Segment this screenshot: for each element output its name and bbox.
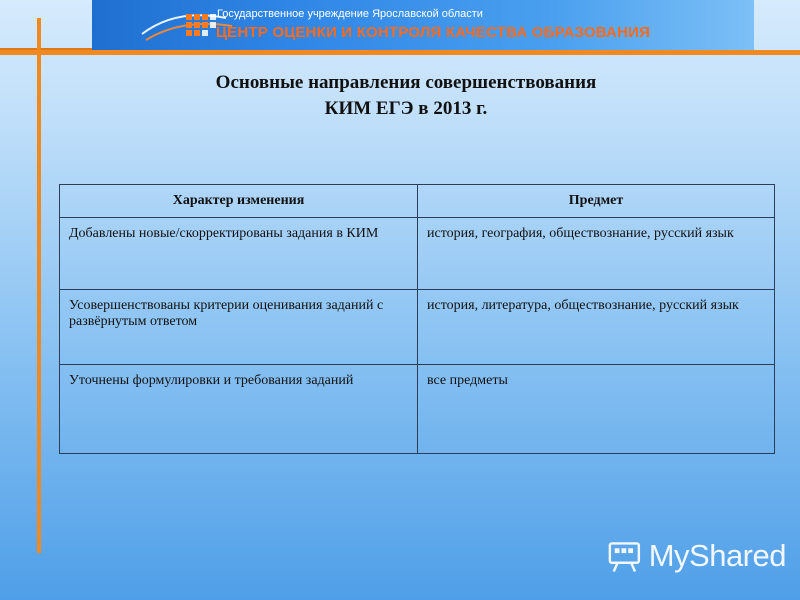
table-row (60, 365, 775, 454)
column-header: Характер изменения (60, 185, 418, 218)
slide-title-line2: КИМ ЕГЭ в 2013 г. (324, 98, 488, 119)
slide-title-line1: Основные направления совершенствования (215, 72, 597, 93)
table-cell: история, география, обществознание, русский язык (418, 217, 775, 290)
table-cell: все предметы (418, 365, 775, 454)
table-header-row (60, 185, 775, 218)
table-cell: Добавлены новые/скорректированы задания в КИМ (60, 217, 418, 290)
watermark-text: MyShared (648, 537, 786, 573)
changes-table (59, 184, 775, 454)
organization-line: Государственное учреждение Ярославской области (217, 8, 483, 20)
center-name: ЦЕНТР ОЦЕНКИ И КОНТРОЛЯ КАЧЕСТВА ОБРАЗОВАНИЯ (216, 24, 651, 41)
table-row (60, 290, 775, 365)
table-row (60, 217, 775, 290)
watermark (606, 533, 786, 578)
header-banner (92, 0, 754, 50)
column-header: Предмет (418, 185, 775, 218)
table-cell: Уточнены формулировки и требования заданий (60, 365, 418, 454)
table-cell: Усовершенствованы критерии оценивания заданий с развёрнутым ответом (60, 290, 418, 365)
presentation-board-icon (606, 537, 643, 575)
header-divider (0, 50, 800, 55)
table-cell: история, литература, обществознание, русский язык (418, 290, 775, 365)
